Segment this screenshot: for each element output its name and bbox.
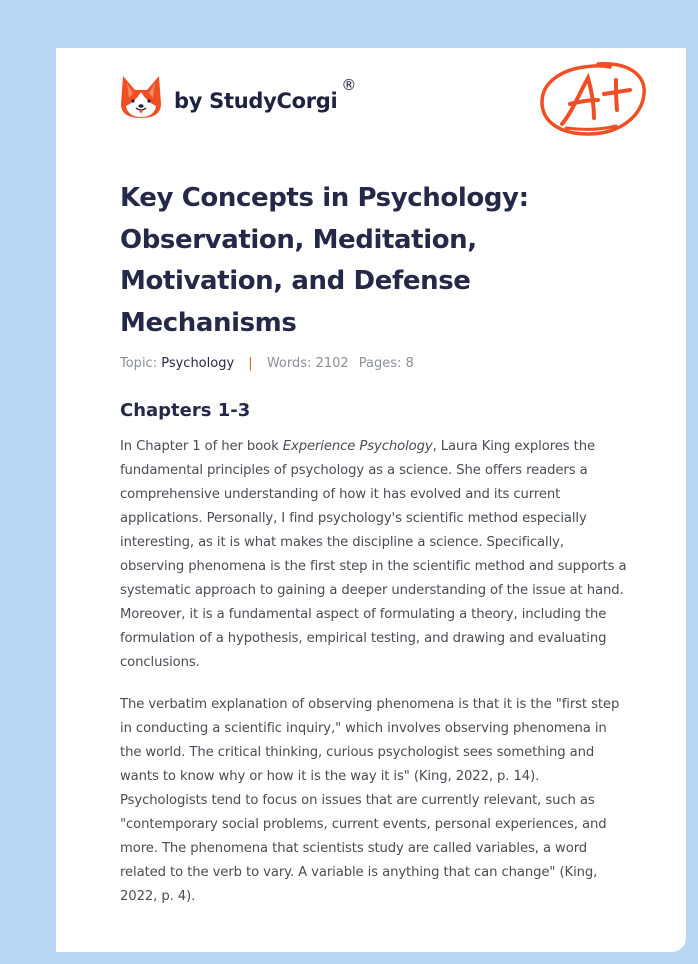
paragraph-1-start: In Chapter 1 of her book [120, 439, 283, 454]
a-plus-grade-icon [538, 58, 650, 140]
words-count: 2102 [315, 356, 349, 371]
page-header [56, 48, 686, 158]
registered-mark: ® [341, 76, 357, 94]
corgi-logo-icon [120, 74, 162, 120]
article-title: Key Concepts in Psychology: Observation, Meditation, Motivation, and Defense Mechanisms [120, 183, 529, 338]
topic-label: Topic: [120, 356, 158, 371]
brand-name: by StudyCorgi [174, 89, 338, 113]
book-title: Experience Psychology [282, 439, 433, 454]
paragraph-1-rest: , Laura King explores the fundamental principles of psychology as a science. She offers readers a comprehensive understanding of how it has evolved and its current applications. Personally, I find psychology's scientific method especially interesting, as it is what makes the discipline a science. Specifically, observing phenomena is the first step in the scientific method and supports a systematic approach to gaining a deeper understanding of the issue at hand. Moreover, it is a fundamental aspect of formulating a theory, including the formulation of a hypothesis, empirical testing, and drawing and evaluating conclusions. [120, 439, 627, 670]
article-meta [120, 354, 630, 374]
article [120, 178, 630, 909]
topic-link[interactable]: Psychology [161, 356, 235, 371]
meta-separator: | [248, 356, 253, 371]
document-card [56, 48, 686, 952]
words-label: Words: [266, 356, 312, 371]
pages-count: 8 [405, 356, 414, 371]
section-heading: Chapters 1-3 [120, 400, 251, 421]
pages-label: Pages: [358, 356, 402, 371]
paragraph-1 [120, 435, 630, 675]
studycorgi-logo[interactable] [120, 74, 356, 120]
paragraph-2: The verbatim explanation of observing phenomena is that it is the "first step in conducting a scientific inquiry," which involves observing phenomena in the world. The critical thinking, curious psychologist sees something and wants to know why or how it is the way it is" (King, 2022, p. 14). Psychologists tend to focus on issues that are currently relevant, such as "contemporary social problems, current events, personal experiences, and more. The phenomena that scientists study are called variables, a word related to the verb to vary. A variable is anything that can change" (King, 2022, p. 4). [120, 697, 620, 904]
